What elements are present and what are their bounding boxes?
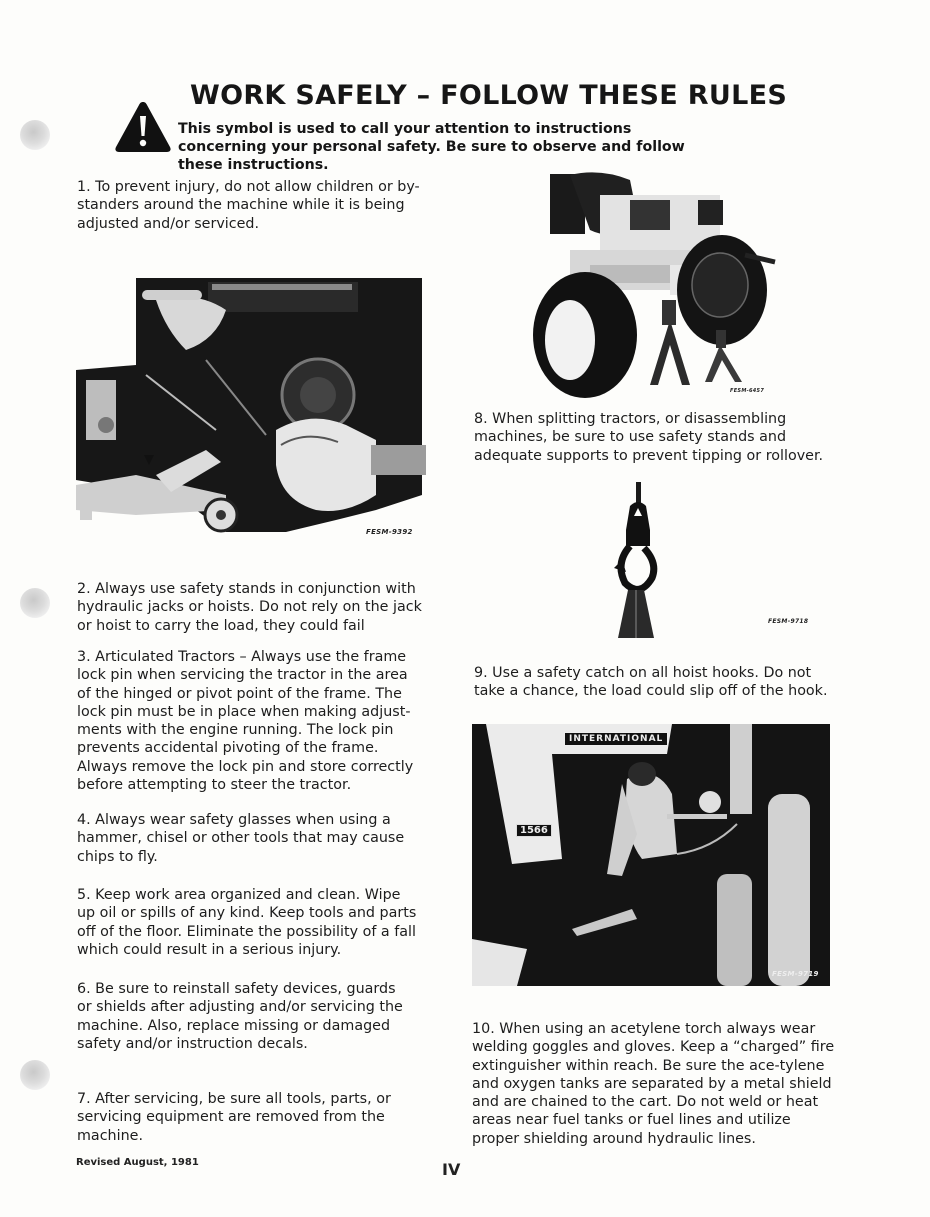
figure-code: FESM-9392 [366,528,413,536]
page-number: IV [442,1160,461,1179]
rule-2: 2. Always use safety stands in conjunction with hydraulic jacks or hoists. Do not rely on the jack or hoist to carry the load, they could fail [77,581,422,634]
binder-hole-bottom [20,1060,50,1090]
figure-split-tractor [530,170,780,400]
binder-hole-top [20,120,50,150]
figure-machine-jack [76,270,426,555]
rule-6: 6. Be sure to reinstall safety devices, guards or shields after adjusting and/or servicing the machine. Also, replace missing or damaged safety and/or instruction decals. [77,981,403,1052]
binder-hole-middle [20,588,50,618]
figure-code: FESM-6457 [730,388,765,394]
split-tractor-illustration [530,170,780,400]
international-sign: INTERNATIONAL [564,732,668,746]
figure-code: FESM-9719 [772,970,819,978]
welding-illustration [472,724,830,986]
figure-welding [472,724,830,986]
rule-7: 7. After servicing, be sure all tools, parts, or servicing equipment are removed from the machine. [77,1091,391,1144]
rule-10: 10. When using an acetylene torch always wear welding goggles and gloves. Keep a “charged” fire extinguisher within reach. Be sure the ace-tylene and oxygen tanks are separated by a metal shield and are chained to the cart. Do not weld or heat areas near fuel tanks or fuel lines and utilize proper shielding around hydraulic lines. [472,1021,835,1147]
rule-8: 8. When splitting tractors, or disassembling machines, be sure to use safety stands and adequate supports to prevent tipping or rollover. [474,411,824,464]
rule-5: 5. Keep work area organized and clean. Wipe up oil or spills of any kind. Keep tools and parts off of the floor. Eliminate the possibility of a fall which could result in a serious injury. [77,887,417,958]
figure-hoist-hook [600,478,840,643]
safety-symbol-explanation: This symbol is used to call your attention to instructions concerning your personal safety. Be sure to observe and follow these instructions. [178,121,685,173]
machine-on-jack-illustration [76,270,426,555]
rule-3: 3. Articulated Tractors – Always use the frame lock pin when servicing the tractor in the area of the hinged or pivot point of the frame. The lock pin must be in place when making adjust-ments with the engine running. The lock pin prevents accidental pivoting of the frame. Always remove the lock pin and store correctly before attempting to steer the tractor. [77,649,414,794]
model-badge: 1566 [516,824,552,837]
figure-code: FESM-9718 [768,618,809,625]
rule-4: 4. Always wear safety glasses when using a hammer, chisel or other tools that may cause chips to fly. [77,812,405,865]
revision-date: Revised August, 1981 [76,1157,199,1168]
page-title: WORK SAFELY – FOLLOW THESE RULES [190,80,788,111]
rule-1: 1. To prevent injury, do not allow children or by-standers around the machine while it is being adjusted and/or serviced. [77,179,420,232]
warning-triangle-icon [114,100,172,154]
rule-9: 9. Use a safety catch on all hoist hooks. Do not take a chance, the load could slip off of the hook. [474,665,828,700]
